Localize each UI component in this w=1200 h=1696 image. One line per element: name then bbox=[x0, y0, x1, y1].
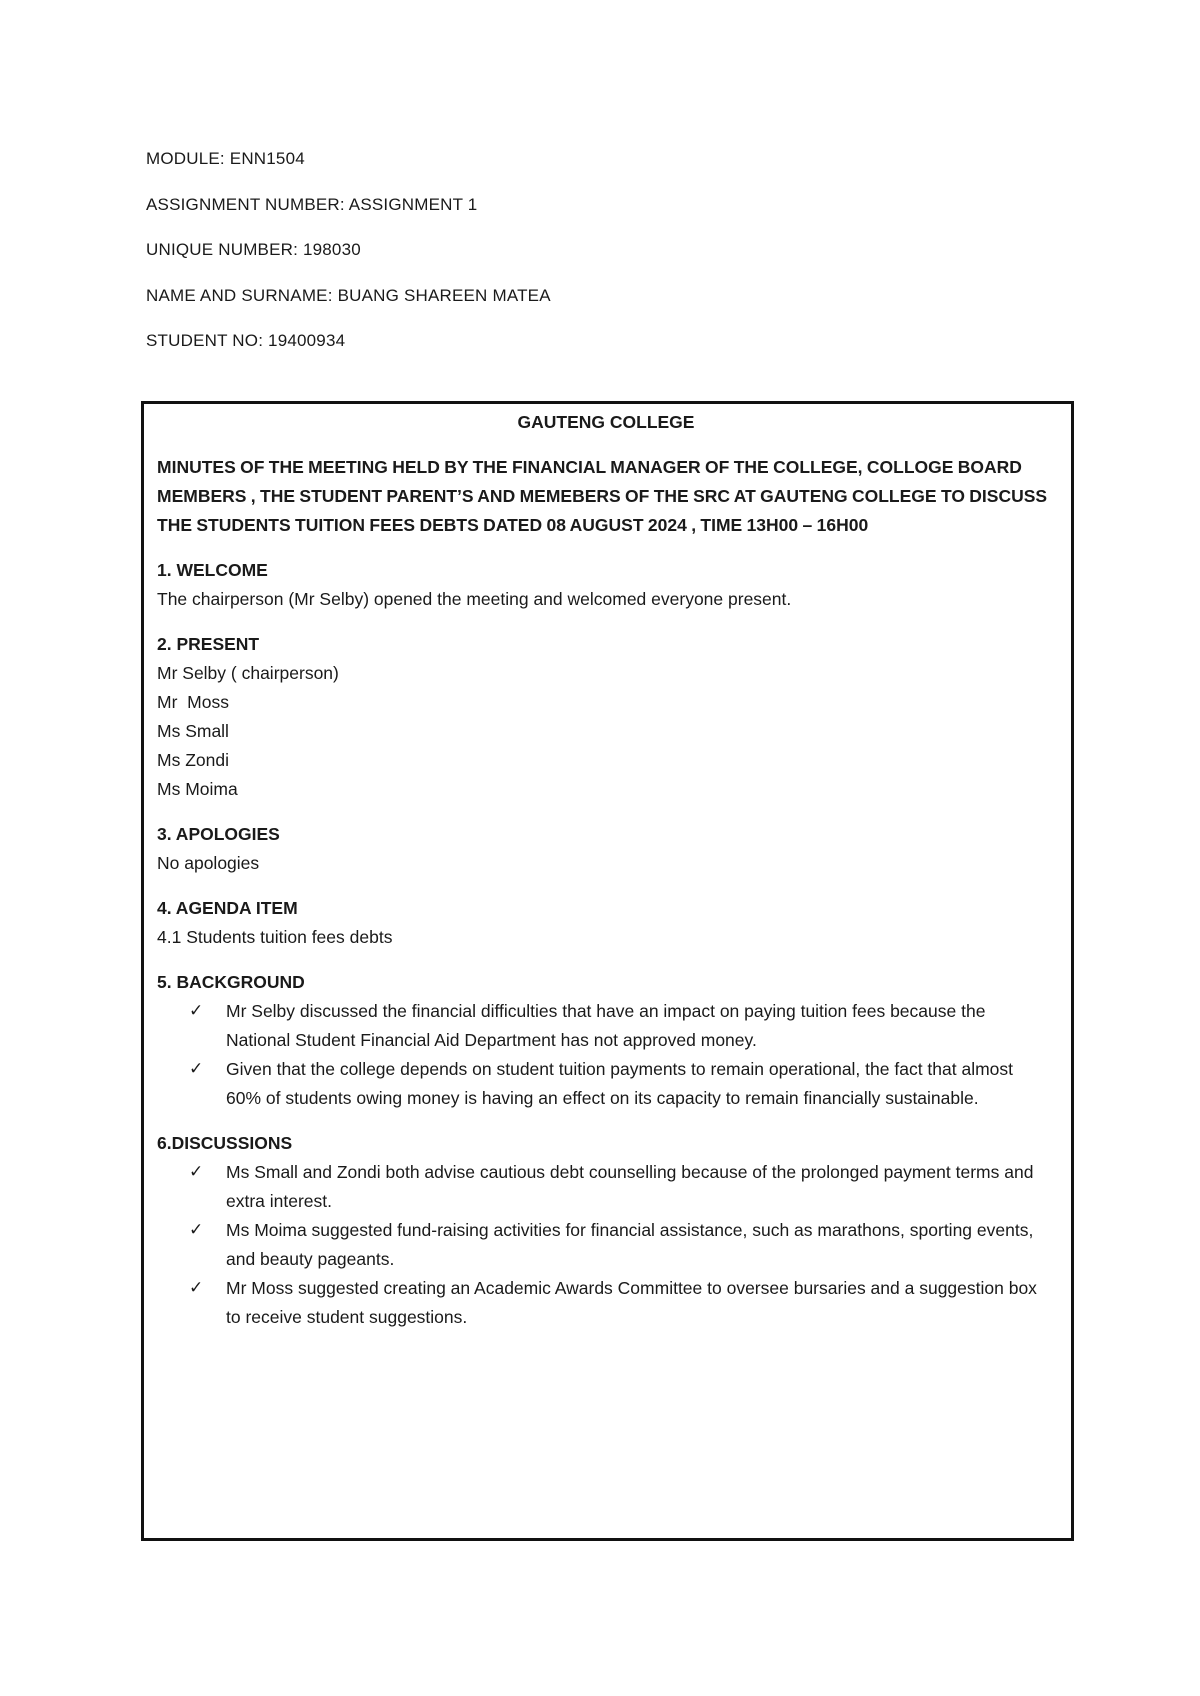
discussions-heading: 6.DISCUSSIONS bbox=[157, 1133, 293, 1153]
agenda-heading: 4. AGENDA ITEM bbox=[157, 898, 298, 918]
discussion-item-text: Ms Small and Zondi both advise cautious debt counselling because of the prolonged payment terms and extra interest. bbox=[226, 1162, 1034, 1211]
background-section bbox=[157, 968, 1055, 1113]
discussions-list bbox=[157, 1158, 1055, 1332]
checkmark-icon: ✓ bbox=[189, 1162, 204, 1182]
college-title: GAUTENG COLLEGE bbox=[517, 412, 695, 432]
background-item-text: Given that the college depends on student tuition payments to remain operational, the fact that almost 60% of students owing money is having an effect on its capacity to remain financially sustainable. bbox=[226, 1059, 1014, 1108]
student-no-line: STUDENT NO: 19400934 bbox=[146, 331, 346, 350]
present-heading: 2. PRESENT bbox=[157, 634, 260, 654]
apologies-section bbox=[157, 820, 1055, 878]
assignment-number-line: ASSIGNMENT NUMBER: ASSIGNMENT 1 bbox=[146, 194, 478, 214]
background-item-text: Mr Selby discussed the financial difficulties that have an impact on paying tuition fees because the National Student Financial Aid Department has not approved money. bbox=[226, 1001, 986, 1050]
background-list bbox=[157, 997, 1055, 1113]
module-line: MODULE: ENN1504 bbox=[146, 149, 305, 168]
present-name: Ms Small bbox=[157, 721, 229, 741]
checkmark-icon: ✓ bbox=[189, 1278, 204, 1298]
present-section bbox=[157, 630, 1055, 804]
apologies-heading: 3. APOLOGIES bbox=[157, 824, 280, 844]
assignment-header bbox=[146, 148, 551, 376]
background-item bbox=[157, 1055, 1055, 1113]
discussion-item bbox=[157, 1158, 1055, 1216]
discussion-item-text: Mr Moss suggested creating an Academic Awards Committee to oversee bursaries and a suggestion box to receive student suggestions. bbox=[226, 1278, 1037, 1327]
name-surname-line: NAME AND SURNAME: BUANG SHAREEN MATEA bbox=[146, 285, 551, 305]
apologies-text: No apologies bbox=[157, 853, 260, 873]
discussions-section bbox=[157, 1129, 1055, 1332]
minutes-title: MINUTES OF THE MEETING HELD BY THE FINANCIAL MANAGER OF THE COLLEGE, COLLOGE BOARD MEMBERS , THE STUDENT PARENT’S AND MEMEBERS OF THE SRC AT GAUTENG COLLEGE TO DISCUSS THE STUDENTS TUITION FEES DEBTS DATED 08 AUGUST 2024 , TIME 13H00 – 16H00 bbox=[157, 457, 1048, 535]
welcome-text: The chairperson (Mr Selby) opened the meeting and welcomed everyone present. bbox=[157, 589, 792, 609]
discussion-item bbox=[157, 1216, 1055, 1274]
discussion-item-text: Ms Moima suggested fund-raising activities for financial assistance, such as marathons, sporting events, and beauty pageants. bbox=[226, 1220, 1034, 1269]
present-name: Mr Moss bbox=[157, 692, 229, 712]
unique-number-line: UNIQUE NUMBER: 198030 bbox=[146, 240, 361, 259]
present-name: Ms Moima bbox=[157, 779, 238, 799]
minutes-box bbox=[141, 401, 1074, 1541]
welcome-section bbox=[157, 556, 1055, 614]
checkmark-icon: ✓ bbox=[189, 1220, 204, 1240]
welcome-heading: 1. WELCOME bbox=[157, 560, 268, 580]
agenda-section bbox=[157, 894, 1055, 952]
background-item bbox=[157, 997, 1055, 1055]
present-name: Ms Zondi bbox=[157, 750, 229, 770]
agenda-text: 4.1 Students tuition fees debts bbox=[157, 927, 393, 947]
discussion-item bbox=[157, 1274, 1055, 1332]
checkmark-icon: ✓ bbox=[189, 1059, 204, 1079]
present-name: Mr Selby ( chairperson) bbox=[157, 663, 339, 683]
checkmark-icon: ✓ bbox=[189, 1001, 204, 1021]
background-heading: 5. BACKGROUND bbox=[157, 972, 305, 992]
